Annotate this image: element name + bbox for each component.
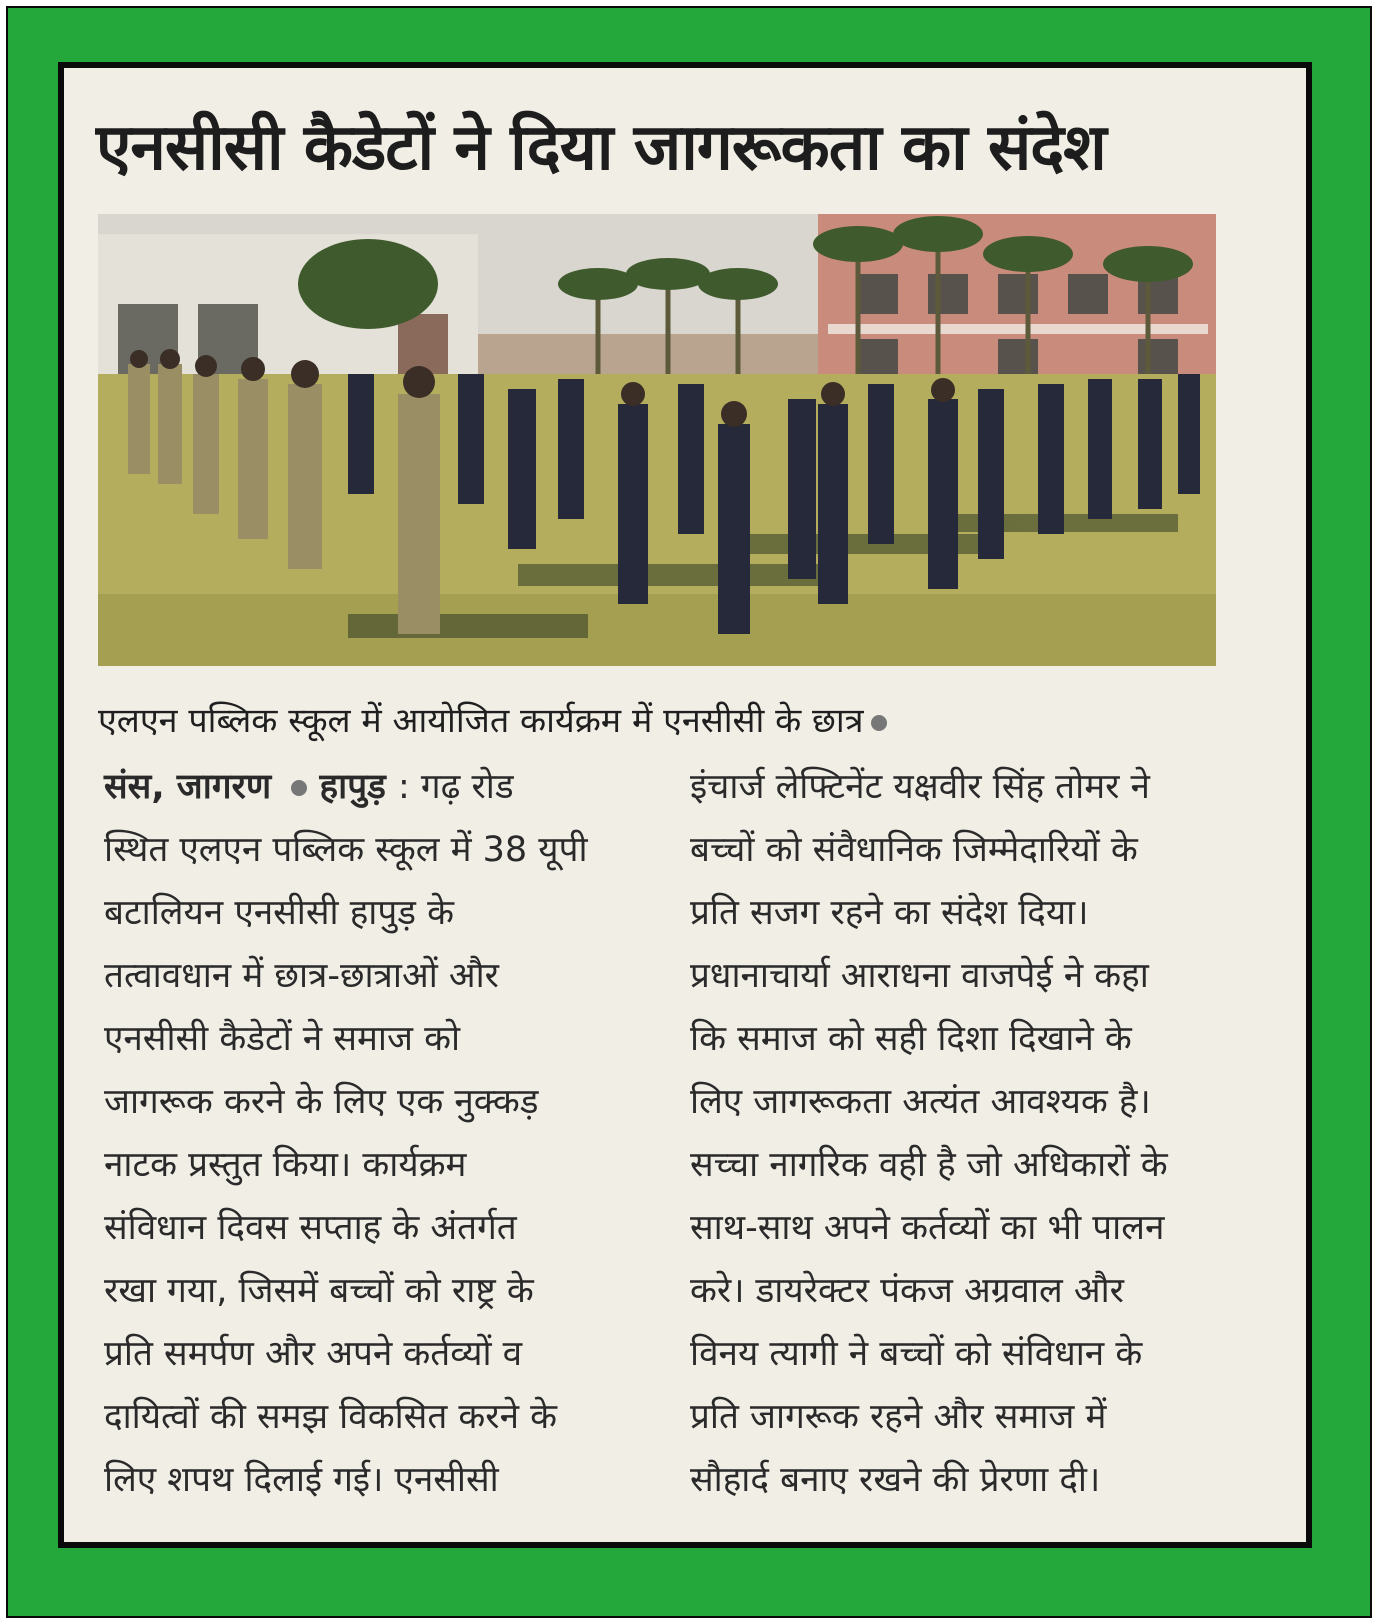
headline: एनसीसी कैडेटों ने दिया जागरूकता का संदेश	[96, 111, 1106, 185]
article-line: प्रति समर्पण और अपने कर्तव्यों व	[104, 1334, 523, 1374]
photo-caption	[98, 696, 1218, 742]
article-line: कि समाज को सही दिशा दिखाने के	[690, 1019, 1132, 1059]
bullet-dot-icon	[871, 715, 887, 731]
ncc-cadets-pledge-photo	[98, 214, 1216, 666]
byline-source: संस, जागरण	[104, 767, 272, 807]
article-line: स्थित एलएन पब्लिक स्कूल में 38 यूपी	[104, 830, 588, 870]
article-line: सौहार्द बनाए रखने की प्रेरणा दी।	[690, 1460, 1101, 1500]
byline-lead: : गढ़ रोड	[398, 767, 514, 807]
caption-text: एलएन पब्लिक स्कूल में आयोजित कार्यक्रम में एनसीसी के छात्र	[98, 701, 864, 741]
article-line: संविधान दिवस सप्ताह के अंतर्गत	[104, 1208, 517, 1248]
article-left-column	[104, 756, 664, 1512]
article-right-column	[690, 756, 1280, 1512]
article-line: इंचार्ज लेफ्टिनेंट यक्षवीर सिंह तोमर ने	[690, 767, 1150, 807]
article-line: साथ-साथ अपने कर्तव्यों का भी पालन	[690, 1208, 1165, 1248]
byline-place: हापुड़	[319, 767, 386, 807]
byline	[104, 756, 664, 819]
article-line: तत्वावधान में छात्र-छात्राओं और	[104, 956, 499, 996]
article-line: लिए शपथ दिलाई गई। एनसीसी	[104, 1460, 499, 1500]
article-line: एनसीसी कैडेटों ने समाज को	[104, 1019, 461, 1059]
article-line: नाटक प्रस्तुत किया। कार्यक्रम	[104, 1145, 467, 1185]
article-line: विनय त्यागी ने बच्चों को संविधान के	[690, 1334, 1143, 1374]
article-line: दायित्वों की समझ विकसित करने के	[104, 1397, 558, 1437]
article-line: सच्चा नागरिक वही है जो अधिकारों के	[690, 1145, 1168, 1185]
article-line: प्रति सजग रहने का संदेश दिया।	[690, 893, 1089, 933]
article-line: प्रति जागरूक रहने और समाज में	[690, 1397, 1107, 1437]
article-line: लिए जागरूकता अत्यंत आवश्यक है।	[690, 1082, 1151, 1122]
newspaper-clipping	[64, 68, 1306, 1542]
article-line: बच्चों को संवैधानिक जिम्मेदारियों के	[690, 830, 1138, 870]
bullet-dot-icon	[291, 780, 307, 796]
article-line: जागरूक करने के लिए एक नुक्कड़	[104, 1082, 539, 1122]
article-line: करे। डायरेक्टर पंकज अग्रवाल और	[690, 1271, 1124, 1311]
article-line: बटालियन एनसीसी हापुड़ के	[104, 893, 454, 933]
article-line: प्रधानाचार्या आराधना वाजपेई ने कहा	[690, 956, 1149, 996]
article-line: रखा गया, जिसमें बच्चों को राष्ट्र के	[104, 1271, 534, 1311]
